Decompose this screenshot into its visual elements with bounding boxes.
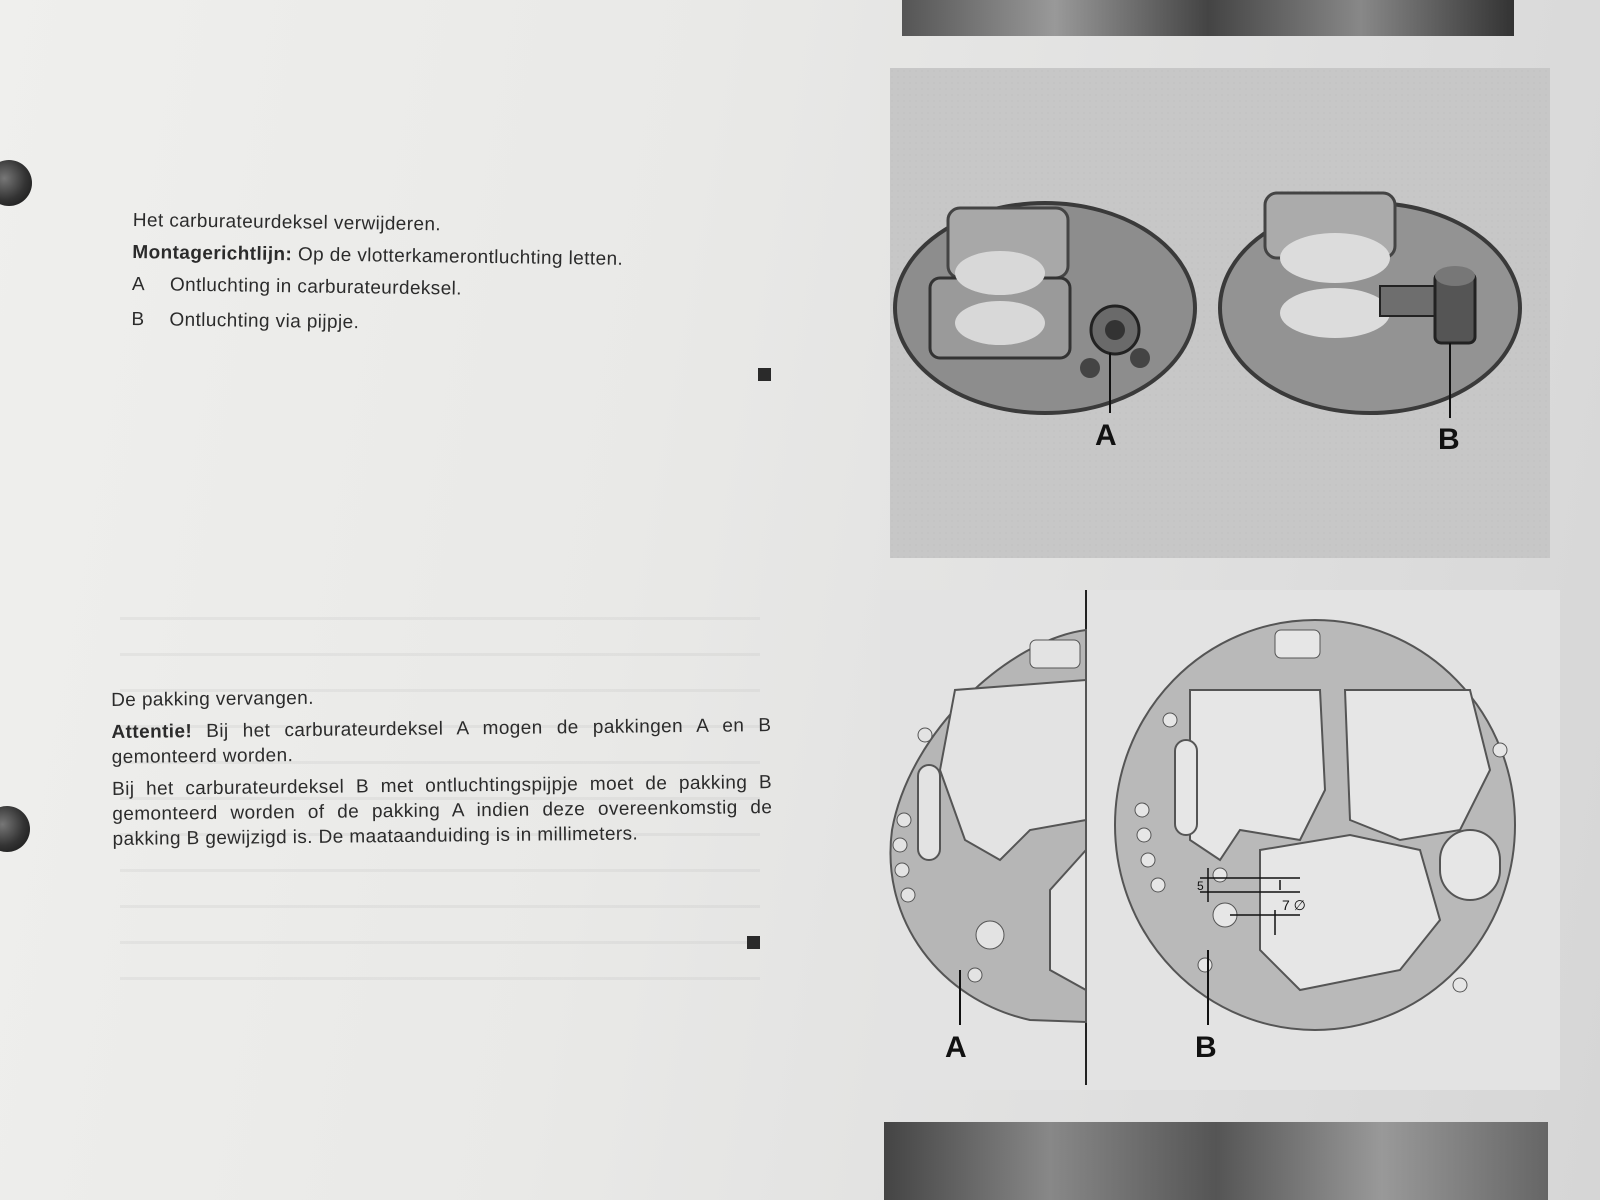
attention-text: Bij het carburateurdeksel A mogen de pakkingen A en B gemonteerd worden. <box>111 715 772 768</box>
list-item-a <box>132 272 732 305</box>
guideline-label: Montagerichtlijn: <box>132 241 293 266</box>
photo-strip-bottom <box>884 1122 1548 1200</box>
binder-ring-bottom <box>0 806 30 852</box>
list-item-b <box>131 307 731 340</box>
figure1-label-a: A <box>1095 419 1117 452</box>
figure-gaskets <box>880 590 1560 1090</box>
item-text-b: Ontluchting via pijpje. <box>169 309 360 334</box>
section-end-mark-1 <box>758 368 771 381</box>
item-key-a: A <box>131 273 146 296</box>
gasket-b-drawing <box>1115 620 1515 1030</box>
section-end-mark-2 <box>747 936 760 949</box>
section-replace-gasket <box>111 681 773 859</box>
instruction-remove-cover: Het carburateurdeksel verwijderen. <box>132 209 442 236</box>
instruction-replace-gasket: De pakking vervangen. <box>111 687 314 711</box>
binder-ring-top <box>0 160 32 206</box>
figure-carburettor-covers <box>890 68 1550 558</box>
attention-label: Attentie! <box>111 721 193 743</box>
item-text-a: Ontluchting in carburateurdeksel. <box>169 274 463 300</box>
figure1-label-b: B <box>1438 423 1460 456</box>
guideline-paragraph <box>132 240 732 273</box>
guideline-text: Op de vlotterkamerontluchting letten. <box>292 244 624 270</box>
photo-strip-top <box>902 0 1514 36</box>
figure2-label-a: A <box>945 1031 967 1064</box>
cover-a-photo <box>895 203 1195 413</box>
section-remove-cover <box>131 208 733 350</box>
dimension-5: 5 <box>1197 879 1204 893</box>
attention-paragraph <box>111 713 771 770</box>
figure2-label-b: B <box>1195 1031 1217 1064</box>
dimension-7-diameter: 7 ∅ <box>1282 897 1306 913</box>
item-key-b: B <box>131 308 145 331</box>
gasket-paragraph: Bij het carburateurdeksel B met ontluchtingspijpje moet de pakking B gemonteerd worden of de pakking A indien deze overeenkomstig de pakking B gewijzigd is. De maataanduiding is in millimeters. <box>111 772 773 850</box>
